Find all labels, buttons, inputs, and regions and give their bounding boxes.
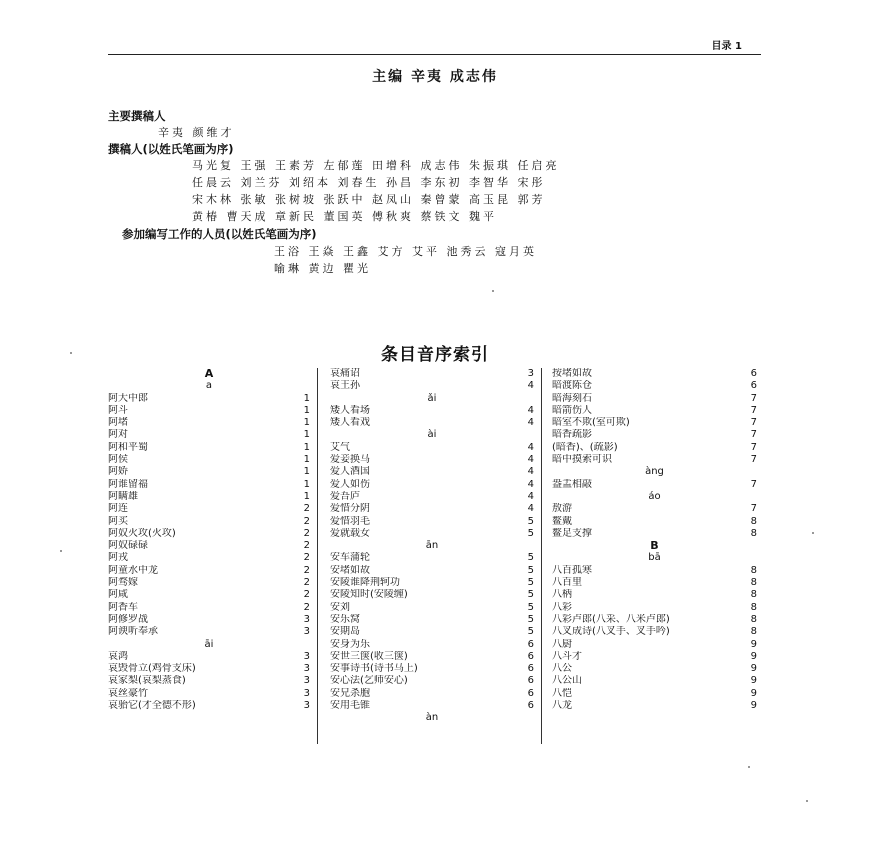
index-entry-term: 八柄 <box>552 589 572 601</box>
index-entry-term: 阿童水中龙 <box>108 564 158 576</box>
index-entry-page: 5 <box>527 613 534 625</box>
index-entry-page: 8 <box>750 564 757 576</box>
index-entry <box>330 589 534 601</box>
index-entry-term: 八百里 <box>552 577 582 589</box>
index-entry-term: 矮人看戏 <box>330 417 370 429</box>
index-entry-page: 8 <box>750 515 757 527</box>
column-divider <box>317 368 318 744</box>
index-entry-term: 八龙 <box>552 700 572 712</box>
index-entry <box>108 565 310 577</box>
index-entry-page: 9 <box>750 650 757 662</box>
index-entry <box>552 442 757 454</box>
index-entry-page: 6 <box>527 687 534 699</box>
index-entry <box>552 393 757 405</box>
index-entry <box>552 454 757 466</box>
running-header: 目录 1 <box>711 41 742 52</box>
index-entry-page: 7 <box>750 417 757 429</box>
index-entry <box>108 626 310 638</box>
index-entry-page: 6 <box>527 675 534 687</box>
index-entry-term: 安陵谁降荆轲功 <box>330 577 400 589</box>
index-entry-page: 3 <box>527 368 534 379</box>
index-entry-page: 9 <box>750 700 757 712</box>
index-entry <box>552 639 757 651</box>
index-entry-page: 4 <box>527 380 534 392</box>
index-entry <box>330 466 534 478</box>
index-entry-term: 安兄杀胞 <box>330 687 370 699</box>
index-syllable-heading: ān <box>425 540 439 552</box>
index-entry-term: 暗室不欺(室可欺) <box>552 417 630 429</box>
index-entry-page: 4 <box>527 404 534 416</box>
scan-speck <box>492 290 494 292</box>
index-entry-page: 7 <box>750 392 757 404</box>
index-syllable-heading: ǎi <box>427 392 437 404</box>
index-syllable-heading: àn <box>425 712 439 724</box>
index-entry <box>330 626 534 638</box>
index-entry-page: 3 <box>303 700 310 712</box>
index-entry-page: 6 <box>527 663 534 675</box>
index-entry <box>108 700 310 712</box>
scan-speck <box>748 766 750 768</box>
main-writers-names: 辛夷 颜维才 <box>158 126 235 139</box>
index-entry <box>108 479 310 491</box>
index-entry-term: 安刘 <box>330 601 350 613</box>
index-entry <box>108 663 310 675</box>
index-entry <box>330 516 534 528</box>
index-entry-page: 7 <box>750 454 757 466</box>
scan-speck <box>60 550 62 552</box>
index-entry-page: 6 <box>527 700 534 712</box>
index-entry <box>552 479 757 491</box>
index-entry-term: 阿谀听奉承 <box>108 626 158 638</box>
index-entry-page: 6 <box>527 638 534 650</box>
index-entry-page: 8 <box>750 626 757 638</box>
index-entry-page: 4 <box>527 454 534 466</box>
index-entry <box>552 577 757 589</box>
index-column-2 <box>330 368 534 725</box>
index-entry-term: 盎盂相敲 <box>552 478 592 490</box>
index-entry-page: 3 <box>303 650 310 662</box>
index-entry <box>330 503 534 515</box>
index-entry-page: 8 <box>750 527 757 539</box>
index-entry-term: 安堵如故 <box>330 564 370 576</box>
index-letter-heading: B <box>650 539 659 553</box>
index-entry <box>330 368 534 380</box>
writers-row: 任晨云 刘兰芬 刘绍本 刘春生 孙昌 李东初 李智华 宋彤 <box>192 176 546 189</box>
index-entry-page: 1 <box>303 466 310 478</box>
index-entry-term: 阿买 <box>108 515 128 527</box>
index-entry <box>108 614 310 626</box>
index-entry-page: 7 <box>750 429 757 441</box>
index-entry-term: 哀家梨(哀梨蒸食) <box>108 675 186 687</box>
index-syllable-heading: ài <box>427 429 437 441</box>
index-entry-term: 阿戎 <box>108 552 128 564</box>
index-entry-page: 5 <box>527 515 534 527</box>
index-entry <box>552 589 757 601</box>
participants-row: 王浴 王焱 王鑫 艾方 艾平 池秀云 寇月英 <box>274 245 537 258</box>
index-entry-page: 3 <box>303 613 310 625</box>
scan-speck <box>70 352 72 354</box>
index-entry-page: 4 <box>527 478 534 490</box>
index-entry-page: 1 <box>303 490 310 502</box>
index-entry <box>552 565 757 577</box>
writers-label: 撰稿人(以姓氏笔画为序) <box>108 142 234 156</box>
index-entry-term: 安心法(乞师安心) <box>330 675 408 687</box>
index-entry-term: 安世三箧(收三箧) <box>330 650 408 662</box>
index-entry <box>330 614 534 626</box>
writers-row: 马光复 王强 王素芳 左郁莲 田增科 成志伟 朱振琪 任启亮 <box>192 159 560 172</box>
index-entry-term: 阿斗 <box>108 404 128 416</box>
index-entry-term: 阿咸 <box>108 589 128 601</box>
index-entry-term: 爱吾庐 <box>330 490 360 502</box>
scan-speck <box>812 532 814 534</box>
index-entry <box>330 602 534 614</box>
index-entry <box>552 688 757 700</box>
index-entry-term: 哀毁骨立(鸡骨支床) <box>108 663 196 675</box>
index-entry-term: 阿骛嫁 <box>108 577 138 589</box>
index-entry-term: 安用毛锥 <box>330 700 370 712</box>
index-entry <box>552 380 757 392</box>
index-entry-page: 5 <box>527 527 534 539</box>
index-entry-page: 2 <box>303 564 310 576</box>
index-entry-term: 阿奴火攻(火攻) <box>108 527 176 539</box>
index-entry-page: 8 <box>750 577 757 589</box>
writers-row: 黄椿 曹天成 章新民 董国英 傅秋爽 蔡铁文 魏平 <box>192 210 497 223</box>
index-entry-term: 八厨 <box>552 638 572 650</box>
index-entry <box>552 626 757 638</box>
index-entry-page: 5 <box>527 552 534 564</box>
index-entry-term: 哀痛诏 <box>330 368 360 379</box>
index-entry <box>330 417 534 429</box>
index-entry-term: 哀鸿 <box>108 650 128 662</box>
index-entry-page: 9 <box>750 675 757 687</box>
index-entry-term: 八叉成诗(八叉手、叉手吟) <box>552 626 670 638</box>
index-entry <box>330 577 534 589</box>
index-entry-page: 5 <box>527 577 534 589</box>
index-entry-page: 8 <box>750 613 757 625</box>
index-entry-page: 7 <box>750 441 757 453</box>
index-entry-term: 八彩卢郎(八采、八米卢郎) <box>552 613 670 625</box>
index-entry-term: 敖游 <box>552 503 572 515</box>
column-divider <box>541 368 542 744</box>
index-entry-term: 爱人酒国 <box>330 466 370 478</box>
index-entry <box>108 688 310 700</box>
index-entry-page: 9 <box>750 638 757 650</box>
index-entry <box>330 688 534 700</box>
index-entry-term: 爱妾换马 <box>330 454 370 466</box>
index-entry-term: 艾气 <box>330 441 350 453</box>
index-entry-page: 8 <box>750 589 757 601</box>
index-entry <box>108 589 310 601</box>
editors-line: 主编 辛夷 成志伟 <box>372 69 498 85</box>
index-entry <box>108 454 310 466</box>
index-entry-term: 阿连 <box>108 503 128 515</box>
index-entry-term: 阿修罗战 <box>108 613 148 625</box>
index-entry-page: 4 <box>527 466 534 478</box>
index-entry-term: 阿对 <box>108 429 128 441</box>
index-entry-page: 1 <box>303 478 310 490</box>
index-entry-term: 阿瞒雄 <box>108 490 138 502</box>
index-syllable-heading: áo <box>648 490 661 502</box>
index-entry-page: 7 <box>750 478 757 490</box>
index-entry <box>552 663 757 675</box>
participants-label: 参加编写工作的人员(以姓氏笔画为序) <box>122 227 317 241</box>
index-entry <box>108 503 310 515</box>
index-entry <box>108 540 310 552</box>
index-entry-page: 2 <box>303 515 310 527</box>
index-entry-page: 4 <box>527 441 534 453</box>
index-entry-term: 阿大中郎 <box>108 392 148 404</box>
index-entry-page: 6 <box>527 650 534 662</box>
index-entry <box>108 552 310 564</box>
index-entry-term: 安事诗书(诗书马上) <box>330 663 418 675</box>
index-entry-term: 爱就载女 <box>330 527 370 539</box>
index-entry <box>330 675 534 687</box>
index-entry <box>108 429 310 441</box>
index-entry-term: 八斗才 <box>552 650 582 662</box>
index-entry <box>552 405 757 417</box>
index-entry <box>552 503 757 515</box>
index-entry-term: 哀王孙 <box>330 380 360 392</box>
index-entry-page: 4 <box>527 503 534 515</box>
index-entry-page: 8 <box>750 601 757 613</box>
index-entry <box>330 442 534 454</box>
index-entry-page: 2 <box>303 577 310 589</box>
index-entry-page: 5 <box>527 601 534 613</box>
index-entry-page: 2 <box>303 601 310 613</box>
index-entry <box>552 651 757 663</box>
index-entry-page: 3 <box>303 626 310 638</box>
index-entry-page: 2 <box>303 540 310 552</box>
index-entry-term: 暗海刻石 <box>552 392 592 404</box>
index-entry-term: (暗香)、(疏影) <box>552 441 618 453</box>
index-entry <box>552 429 757 441</box>
index-entry-page: 7 <box>750 503 757 515</box>
index-entry <box>108 393 310 405</box>
index-entry <box>108 466 310 478</box>
index-entry-term: 爱惜分阴 <box>330 503 370 515</box>
index-entry-page: 7 <box>750 404 757 416</box>
index-entry <box>108 675 310 687</box>
index-entry <box>330 491 534 503</box>
index-entry-term: 阿和平蜀 <box>108 441 148 453</box>
index-entry <box>330 651 534 663</box>
index-entry-page: 4 <box>527 417 534 429</box>
index-entry-term: 安期岛 <box>330 626 360 638</box>
index-entry-page: 1 <box>303 441 310 453</box>
index-entry <box>108 528 310 540</box>
participants-row: 喻琳 黄边 瞿光 <box>274 262 371 275</box>
index-entry-page: 3 <box>303 687 310 699</box>
index-entry-term: 鳌戴 <box>552 515 572 527</box>
index-syllable-heading: bā <box>648 552 661 564</box>
index-entry-page: 1 <box>303 404 310 416</box>
index-entry-page: 6 <box>750 368 757 379</box>
index-entry <box>330 405 534 417</box>
index-entry-term: 爱人如伤 <box>330 478 370 490</box>
index-entry <box>330 380 534 392</box>
index-entry <box>330 663 534 675</box>
index-entry <box>552 675 757 687</box>
main-writers-label: 主要撰稿人 <box>108 109 166 123</box>
index-entry <box>330 552 534 564</box>
index-entry-page: 3 <box>303 663 310 675</box>
index-entry-term: 安陵知时(安陵缠) <box>330 589 408 601</box>
index-entry <box>552 700 757 712</box>
index-entry <box>108 491 310 503</box>
index-entry-page: 2 <box>303 503 310 515</box>
index-entry <box>108 602 310 614</box>
index-entry-term: 阿侯 <box>108 454 128 466</box>
index-entry-page: 2 <box>303 527 310 539</box>
index-entry-term: 爱惜羽毛 <box>330 515 370 527</box>
index-entry <box>330 479 534 491</box>
index-entry <box>330 528 534 540</box>
index-entry <box>552 368 757 380</box>
index-entry-page: 1 <box>303 454 310 466</box>
index-entry <box>552 417 757 429</box>
index-entry-term: 阿奴碌碌 <box>108 540 148 552</box>
index-entry <box>108 417 310 429</box>
index-entry-term: 阿谁留福 <box>108 478 148 490</box>
index-entry <box>552 516 757 528</box>
index-entry-page: 4 <box>527 490 534 502</box>
index-entry-page: 9 <box>750 663 757 675</box>
index-entry-term: 安乐窝 <box>330 613 360 625</box>
index-entry-term: 八恺 <box>552 687 572 699</box>
index-entry-page: 5 <box>527 564 534 576</box>
index-entry <box>330 454 534 466</box>
index-entry-term: 八公山 <box>552 675 582 687</box>
index-entry-term: 矮人看场 <box>330 404 370 416</box>
index-entry <box>108 577 310 589</box>
index-entry-page: 9 <box>750 687 757 699</box>
index-letter-heading: A <box>204 367 214 380</box>
index-entry-term: 阿娇 <box>108 466 128 478</box>
index-entry-page: 1 <box>303 417 310 429</box>
index-entry-term: 暗箭伤人 <box>552 404 592 416</box>
index-entry <box>108 405 310 417</box>
index-entry-page: 3 <box>303 675 310 687</box>
index-entry-term: 八彩 <box>552 601 572 613</box>
index-entry <box>552 614 757 626</box>
index-syllable-heading: a <box>205 380 213 392</box>
index-entry-page: 2 <box>303 589 310 601</box>
index-entry <box>330 700 534 712</box>
index-entry-term: 阿香车 <box>108 601 138 613</box>
index-entry-page: 5 <box>527 626 534 638</box>
index-entry-page: 5 <box>527 589 534 601</box>
index-entry-page: 6 <box>750 380 757 392</box>
index-entry-term: 安车蒲轮 <box>330 552 370 564</box>
writers-row: 宋木林 张敏 张树坡 张跃中 赵凤山 秦曾蒙 高玉昆 郭芳 <box>192 193 546 206</box>
index-entry-term: 八公 <box>552 663 572 675</box>
index-entry <box>330 565 534 577</box>
index-entry-term: 暗渡陈仓 <box>552 380 592 392</box>
header-rule <box>108 54 761 55</box>
index-entry <box>552 602 757 614</box>
index-entry <box>330 639 534 651</box>
scan-speck <box>806 800 808 802</box>
index-syllable-heading: àng <box>645 466 664 478</box>
index-entry-term: 八百孤寒 <box>552 564 592 576</box>
index-title: 条目音序索引 <box>381 345 489 365</box>
index-entry <box>108 651 310 663</box>
index-entry-term: 哀骀它(才全德不形) <box>108 700 196 712</box>
index-entry <box>108 442 310 454</box>
index-entry-page: 1 <box>303 429 310 441</box>
index-entry <box>108 516 310 528</box>
index-column-3 <box>552 368 757 712</box>
index-entry-term: 暗香疏影 <box>552 429 592 441</box>
index-entry-term: 鳌足支撑 <box>552 527 592 539</box>
index-entry-term: 暗中摸索可识 <box>552 454 612 466</box>
index-entry-page: 1 <box>303 392 310 404</box>
index-entry-term: 按堵如故 <box>552 368 592 379</box>
index-entry-term: 哀丝豪竹 <box>108 687 148 699</box>
index-entry-term: 安身为乐 <box>330 638 370 650</box>
index-column-1 <box>108 368 310 712</box>
index-syllable-heading: āi <box>204 638 214 650</box>
index-entry-page: 2 <box>303 552 310 564</box>
index-entry-term: 阿堵 <box>108 417 128 429</box>
